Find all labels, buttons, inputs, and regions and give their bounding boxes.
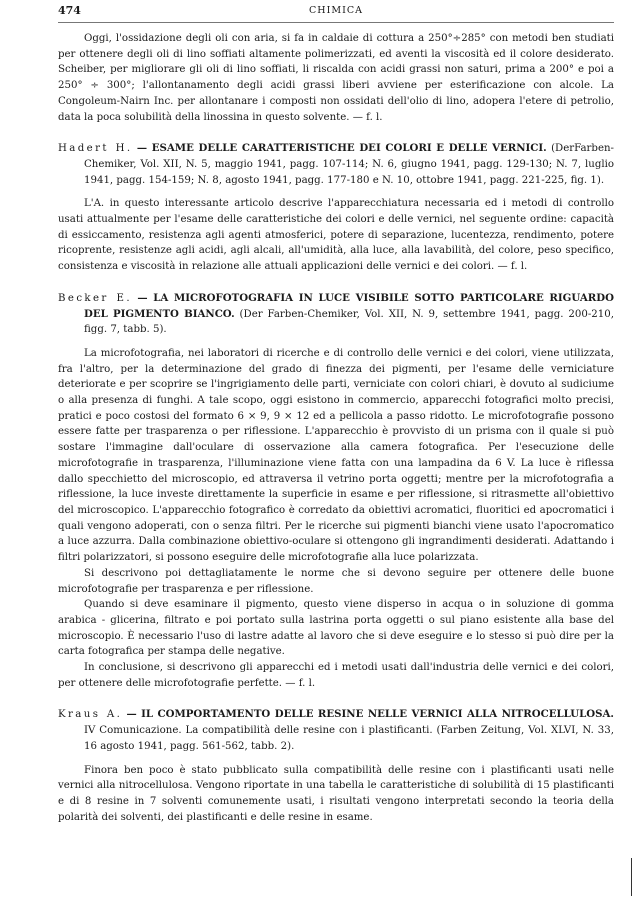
article-paragraph: L'A. in questo interessante articolo descrive l'apparecchiatura necessaria ed i metodi di controllo usati attualmente per l'esame delle caratteristiche dei colori e delle vernici, nel seguente ordine: capacità di essiccamento, resistenza agli agenti atmosferici, potere di separazione, lucentezza, rendimento, potere ricoprente, resistenze agli acidi, agli alcali, all'umidità, alla luce, alla lavabilità, del colore, peso specifico, consistenza e viscosità in relazione alle attuali applicazioni delle vernici e dei colori. — f. l. xyxy=(58,198,614,273)
article-title: — IL COMPORTAMENTO DELLE RESINE NELLE VERNICI ALLA NITROCELLULOSA. xyxy=(126,708,614,721)
article-paragraph: Finora ben poco è stato pubblicato sulla compatibilità delle resine con i plastificanti usati nelle vernici alla nitrocellulosa. Vengono riportate in una tabella le caratteristiche di solubilità di 15 plastificanti e di 8 resine in 7 solventi comunemente usati, i risultati vengono interpretati secondo la teoria della polarità dei solventi, dei plastificanti e delle resine in esame. xyxy=(58,764,614,823)
article-source: (DerFarben-Chemiker, Vol. XII, N. 5, maggio 1941, pagg. 107-114; N. 6, giugno 1941, pagg. 129-130; N. 7, luglio 1941, pagg. 154-159; N. 8, agosto 1941, pagg. 177-180 e N. 10, ottobre 1941, pagg. 221-225, fig. 1). xyxy=(84,143,614,186)
article-paragraph: In conclusione, si descrivono gli apparecchi ed i metodi usati dall'industria delle vernici e dei colori, per ottenere delle microfotografie perfette. — f. l. xyxy=(58,662,614,689)
article-becker xyxy=(58,291,614,692)
article-source: IV Comunicazione. La compatibilità delle resine con i plastificanti. (Farben Zeitung, Vol. XLVI, N. 33, 16 agosto 1941, pagg. 561-562, tabb. 2). xyxy=(84,725,614,752)
article-heading xyxy=(58,141,614,188)
article-kraus xyxy=(58,707,614,825)
article-author: Hadert H. xyxy=(58,143,133,155)
article-heading xyxy=(58,291,614,338)
running-header xyxy=(58,4,614,23)
article-author: Becker E. xyxy=(58,292,132,304)
intro-paragraph: Oggi, l'ossidazione degli oli con aria, si fa in caldaie di cottura a 250°÷285° con metodi ben studiati per ottenere degli oli di lino soffiati altamente polimerizzati, ed aventi la viscosità ed il colore desiderato. Scheiber, per migliorare gli oli di lino soffiati, li riscalda con acidi grassi non saturi, prima a 200° e poi a 250° ÷ 300°; l'allontanamento degli acidi grassi liberi avviene per esterificazione con alcole. La Congoleum-Nairn Inc. per allontanare i composti non ossidati dell'olio di lino, adopera l'etere di petrolio, data la poca solubilità della linossina in questo solvente. — f. l. xyxy=(58,33,614,123)
article-title: — ESAME DELLE CARATTERISTICHE DEI COLORI E DELLE VERNICI. xyxy=(136,142,547,155)
article-author: Kraus A. xyxy=(58,709,123,721)
page-number: 474 xyxy=(58,4,81,17)
article-heading xyxy=(58,707,614,754)
journal-page xyxy=(58,0,614,825)
running-title: CHIMICA xyxy=(309,5,363,16)
article-paragraph: Si descrivono poi dettagliatamente le norme che si devono seguire per ottenere delle buone microfotografie per trasparenza e per riflessione. xyxy=(58,567,614,595)
article-paragraph: La microfotografia, nei laboratori di ricerche e di controllo delle vernici e dei colori, viene utilizzata, fra l'altro, per la determinazione del grado di finezza dei pigmenti, per l'esame delle verniciature deteriorate e per scoprire se l'ingrigiamento delle parti, verniciate con colori chiari, è dovuto al sudiciume o alla presenza di funghi. A tale scopo, oggi esistono in commercio, apparecchi fotografici molto precisi, pratici e poco costosi del formato 6 × 9, 9 × 12 ed a pellicola a passo ridotto. Le microfotografie possono essere fatte per trasparenza o per riflessione. L'apparecchio è provvisto di un prisma con il quale si può sostare l'immagine dall'oculare di osservazione alla camera fotografica. Per l'esecuzione delle microfotografie in trasparenza, l'illuminazione viene fatta con una lampadina da 6 V. La luce è riflessa dallo specchietto del microscopio, ed attraversa il vetrino porta oggetti; mentre per la microfotografia a riflessione, la luce investe direttamente la superficie in esame e per riflessione, si ritrasmette all'obiettivo del microscopico. L'apparecchio fotografico è corredato da obiettivi acromatici, fluoritici ed apocromatici i quali vengono adoperati, con o senza filtri. Per le ricerche sui pigmenti bianchi viene usato l'apocromatico a luce azzurra. Dalla combinazione obiettivo-oculare si ottengono gli ingrandimenti desiderati. Adattando i filtri polarizzatori, si possono eseguire delle microfotografie alla luce polarizzata. xyxy=(58,347,614,564)
margin-rule xyxy=(631,858,632,896)
article-source: (Der Farben-Chemiker, Vol. XII, N. 9, settembre 1941, pagg. 200-210, figg. 7, tabb. 5). xyxy=(84,308,614,336)
article-hadert xyxy=(58,141,614,275)
article-title: — LA MICROFOTOGRAFIA IN LUCE VISIBILE SOTTO PARTICOLARE RIGUARDO DEL PIGMENTO BIANCO. xyxy=(84,291,614,320)
article-paragraph: Quando si deve esaminare il pigmento, questo viene disperso in acqua o in soluzione di gomma arabica - glicerina, filtrato e poi portato sulla lastrina porta oggetti o sul piano esistente alla base del microscopio. È necessario l'uso di lastre adatte al lavoro che si deve eseguire e lo stesso si può dire per la carta fotografica per stampa delle negative. xyxy=(58,599,614,658)
